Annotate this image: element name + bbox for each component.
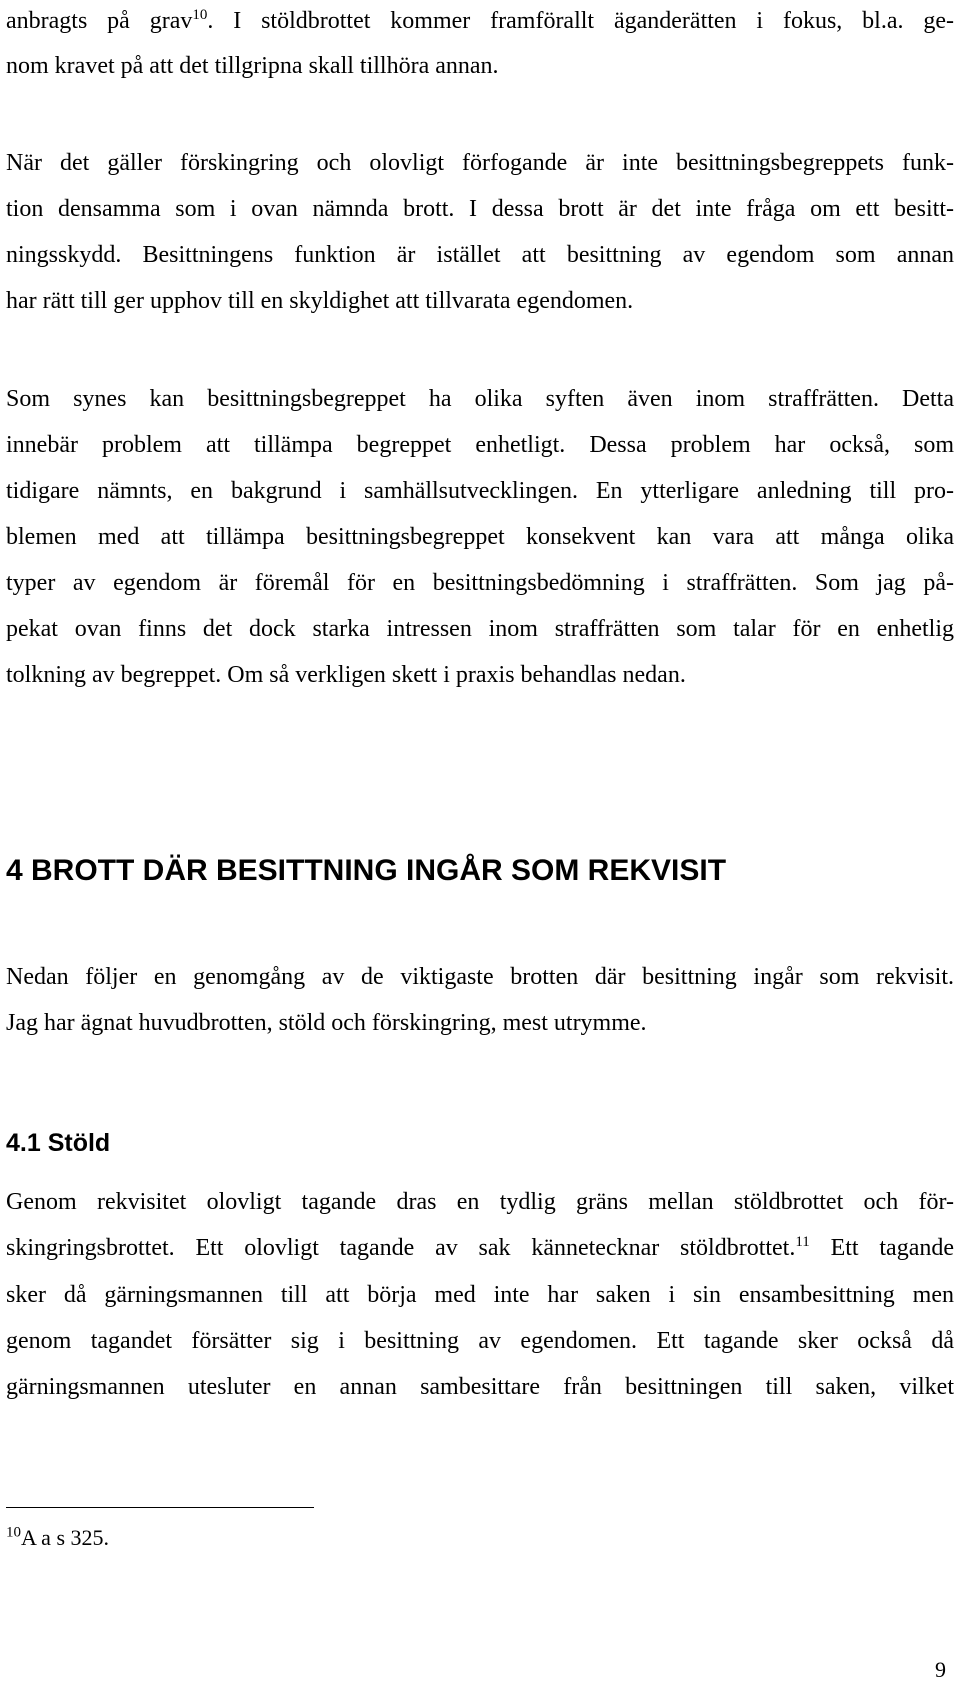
paragraph-2-line-4: har rätt till ger upphov till en skyldighet att tillvarata egendomen. (6, 288, 634, 314)
paragraph-5-line-2: skingringsbrottet. Ett olovligt tagande av sak kännetecknar stöldbrottet.$^{11}$ Ett tagande (6, 1234, 955, 1261)
footnote-ref-10[interactable]: 10 (192, 7, 208, 23)
paragraph-3-line-4: blemen med att tillämpa besittningsbegreppet konsekvent kan vara att många olika (6, 524, 954, 550)
page-number: 9 (935, 1657, 946, 1682)
paragraph-1-line-2: nom kravet på att det tillgripna skall tillhöra annan. (6, 53, 499, 79)
paragraph-3-line-3: tidigare nämnts, en bakgrund i samhällsutvecklingen. En ytterligare anledning till pro- (6, 478, 954, 504)
paragraph-4-line-1: Nedan följer en genomgång av de viktigaste brotten där besittning ingår som rekvisit. (6, 964, 954, 990)
paragraph-5-line-1: Genom rekvisitet olovligt tagande dras en tydlig gräns mellan stöldbrottet och för- (6, 1189, 954, 1215)
paragraph-3-line-1: Som synes kan besittningsbegreppet ha olika syften även inom straffrätten. Detta (6, 386, 954, 412)
paragraph-5-line-4: genom tagandet försätter sig i besittning av egendomen. Ett tagande sker också då (6, 1328, 954, 1354)
paragraph-1-line-1: anbragts på grav$^{10}$. I stöldbrottet kommer framförallt äganderätten i fokus, bl.a. ge- (6, 7, 955, 34)
footnote-10 (6, 1524, 109, 1552)
paragraph-2-line-2: tion densamma som i ovan nämnda brott. I dessa brott är det inte fråga om ett besitt- (6, 196, 954, 222)
footnote-text: A a s 325. (21, 1525, 109, 1550)
paragraph-3-line-6: pekat ovan finns det dock starka intressen inom straffrätten som talar för en enhetlig (6, 616, 954, 642)
footnote-ref-11[interactable]: 11 (795, 1234, 810, 1250)
paragraph-5-line-3: sker då gärningsmannen till att börja med inte har saken i sin ensambesittning men (6, 1282, 954, 1308)
footnote-separator (6, 1507, 314, 1508)
chapter-heading: 4 BROTT DÄR BESITTNING INGÅR SOM REKVISIT (6, 854, 727, 887)
paragraph-5-line-5: gärningsmannen utesluter en annan sambesittare från besittningen till saken, vilket (6, 1374, 954, 1400)
paragraph-3-line-5: typer av egendom är föremål för en besittningsbedömning i straffrätten. Som jag på- (6, 570, 954, 596)
paragraph-3-line-2: innebär problem att tillämpa begreppet enhetligt. Dessa problem har också, som (6, 432, 954, 458)
paragraph-2-line-3: ningsskydd. Besittningens funktion är istället att besittning av egendom som annan (6, 242, 954, 268)
paragraph-2-line-1: När det gäller förskingring och olovligt förfogande är inte besittningsbegreppets funk- (6, 150, 954, 176)
paragraph-4-line-2: Jag har ägnat huvudbrotten, stöld och förskingring, mest utrymme. (6, 1010, 647, 1036)
section-heading: 4.1 Stöld (6, 1129, 111, 1157)
paragraph-3-line-7: tolkning av begreppet. Om så verkligen skett i praxis behandlas nedan. (6, 662, 686, 688)
footnote-number: 10 (6, 1524, 21, 1541)
